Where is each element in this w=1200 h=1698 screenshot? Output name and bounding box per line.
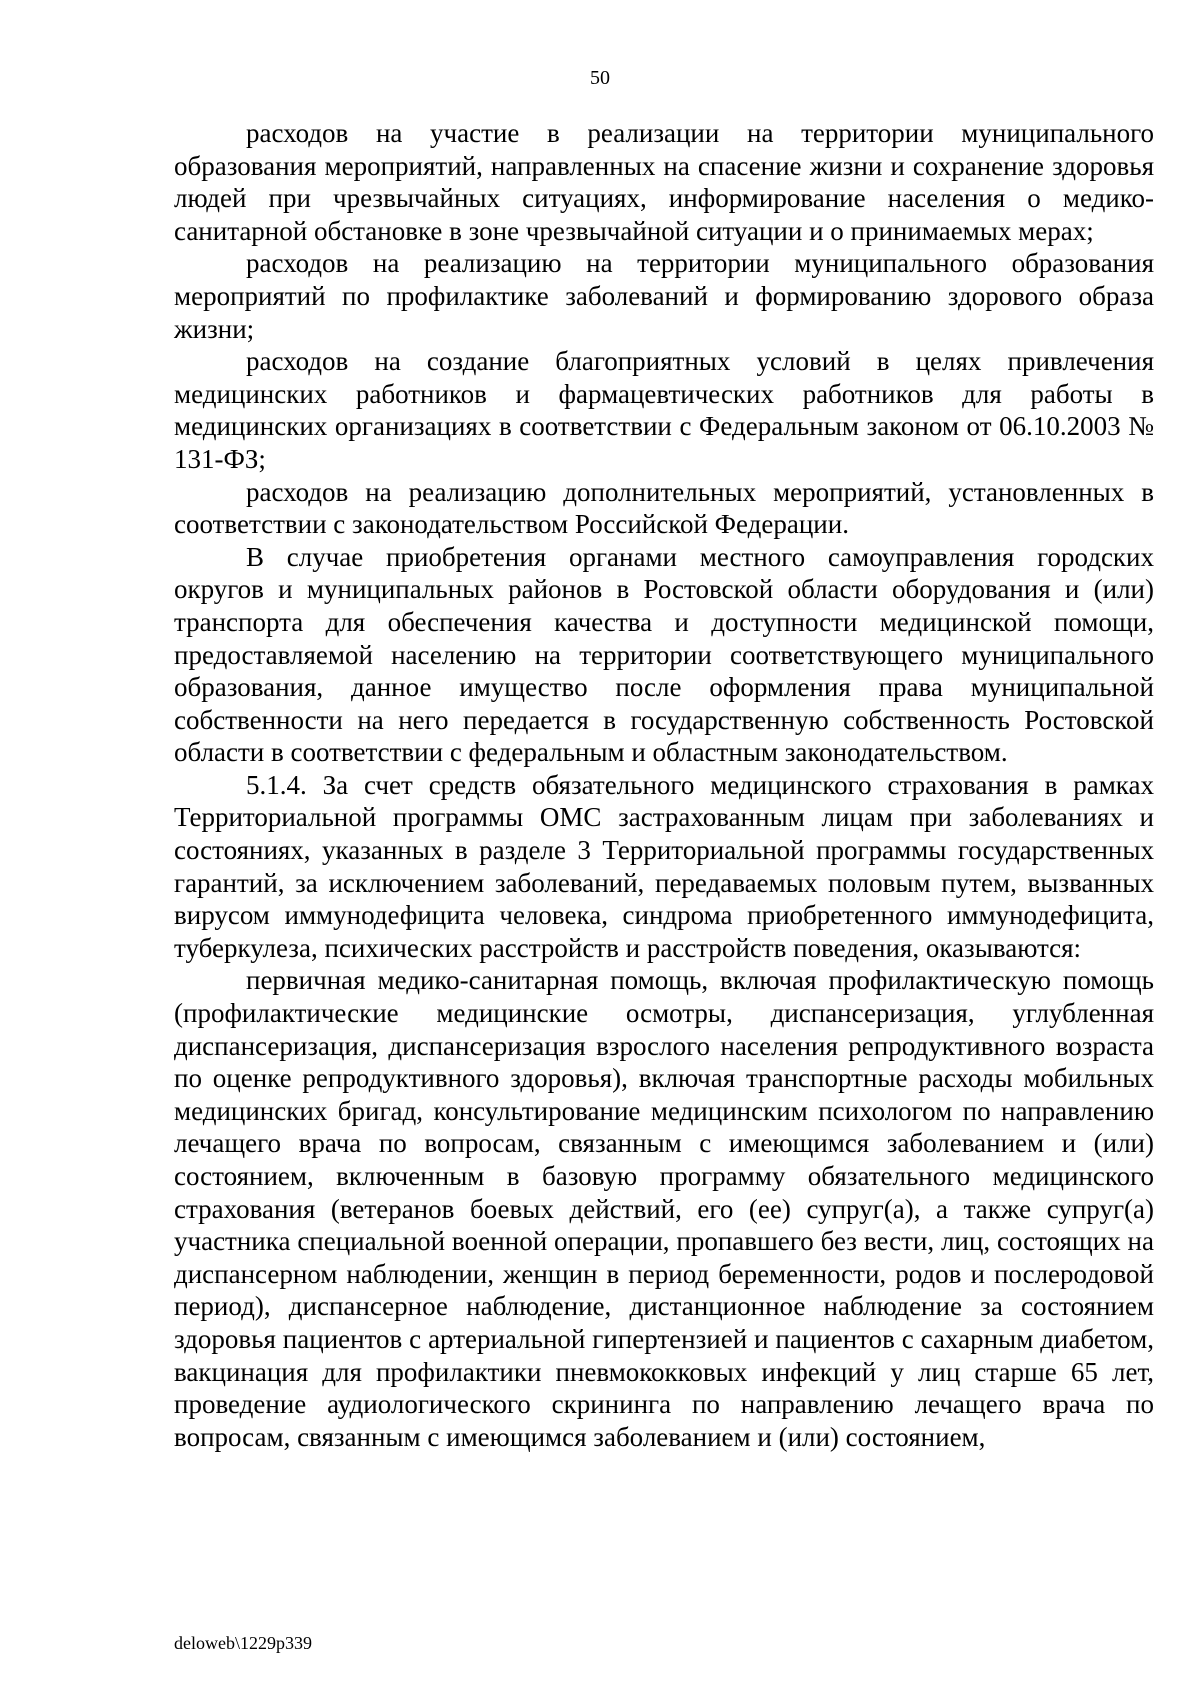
document-body: [174, 117, 1154, 1453]
paragraph-primary-care: первичная медико-санитарная помощь, включая профилактическую помощь (профилактические медицинские осмотры, диспансеризация, углубленная диспансеризация, диспансеризация взрослого населения репродуктивного возраста по оценке репродуктивного здоровья), включая транспортные расходы мобильных медицинских бригад, консультирование медицинским психологом по направлению лечащего врача по вопросам, связанным с имеющимся заболеванием и (или) состоянием, включенным в базовую программу обязательного медицинского страхования (ветеранов боевых действий, его (ее) супруг(а), а также супруг(а) участника специальной военной операции, пропавшего без вести, лиц, состоящих на диспансерном наблюдении, женщин в период беременности, родов и послеродовой период), диспансерное наблюдение, дистанционное наблюдение за состоянием здоровья пациентов с артериальной гипертензией и пациентов с сахарным диабетом, вакцинация для профилактики пневмококковых инфекций у лиц старше 65 лет, проведение аудиологического скрининга по направлению лечащего врача по вопросам, связанным с имеющимся заболеванием и (или) состоянием,: [174, 965, 1154, 1452]
page-number: 50: [590, 67, 610, 89]
paragraph-additional-measures-expenses: расходов на реализацию дополнительных мероприятий, установленных в соответствии с законодательством Российской Федерации.: [174, 476, 1154, 540]
paragraph-emergency-expenses: расходов на участие в реализации на территории муниципального образования мероприятий, направленных на спасение жизни и сохранение здоровья людей при чрезвычайных ситуациях, информирование населения о медико-санитарной обстановке в зоне чрезвычайной ситуации и о принимаемых мерах;: [174, 118, 1154, 246]
paragraph-medical-workers-expenses: расходов на создание благоприятных условий в целях привлечения медицинских работников и фармацевтических работников для работы в медицинских организациях в соответствии с Федеральным законом от 06.10.2003 № 131-ФЗ;: [174, 346, 1154, 474]
paragraph-equipment-transfer: В случае приобретения органами местного самоуправления городских округов и муниципальных районов в Ростовской области оборудования и (или) транспорта для обеспечения качества и доступности медицинской помощи, предоставляемой населению на территории соответствующего муниципального образования, данное имущество после оформления права муниципальной собственности на него передается в государственную собственность Ростовской области в соответствии с федеральным и областным законодательством.: [174, 541, 1154, 768]
footer-document-code: deloweb\1229p339: [174, 1633, 312, 1653]
paragraph-section-5-1-4: 5.1.4. За счет средств обязательного медицинского страхования в рамках Территориальной программы ОМС застрахованным лицам при заболеваниях и состояниях, указанных в разделе 3 Территориальной программы государственных гарантий, за исключением заболеваний, передаваемых половым путем, вызванных вирусом иммунодефицита человека, синдрома приобретенного иммунодефицита, туберкулеза, психических расстройств и расстройств поведения, оказываются:: [174, 769, 1154, 963]
paragraph-disease-prevention-expenses: расходов на реализацию на территории муниципального образования мероприятий по профилактике заболеваний и формированию здорового образа жизни;: [174, 248, 1154, 344]
